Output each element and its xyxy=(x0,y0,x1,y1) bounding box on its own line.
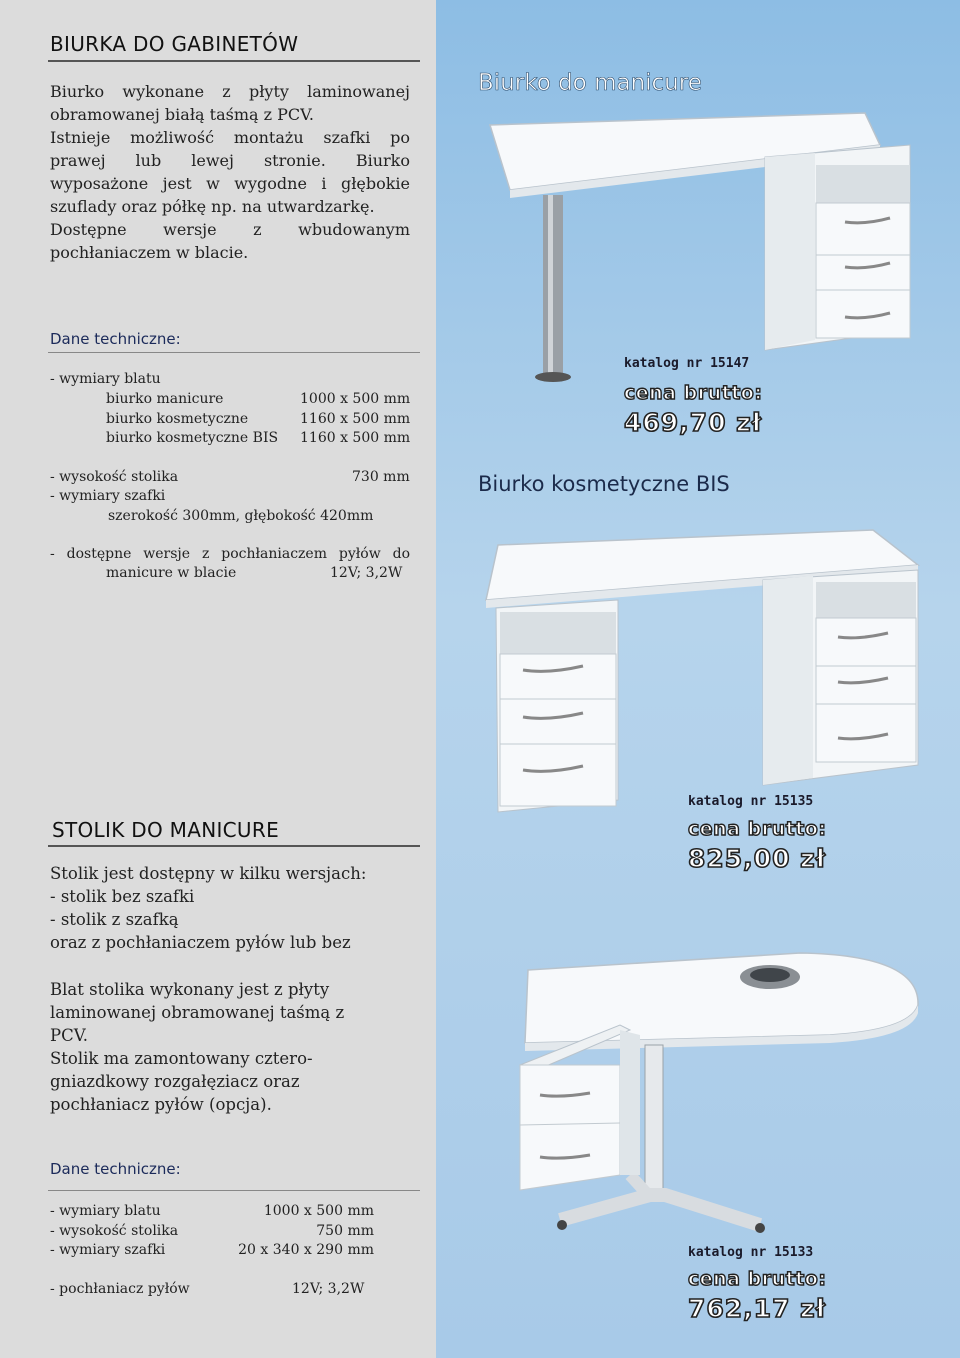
absorber-value: 12V; 3,2W xyxy=(292,1281,365,1297)
table-intro xyxy=(50,862,420,954)
desc-line: PCV. xyxy=(50,1026,89,1045)
price-value: 469,70 zł xyxy=(624,408,763,437)
blat-name: biurko kosmetyczne BIS xyxy=(106,430,279,446)
tech-name: - wysokość stolika xyxy=(50,1223,179,1239)
catalog-number: katalog nr 15147 xyxy=(624,356,750,371)
price-value: 762,17 zł xyxy=(688,1294,827,1323)
table-description xyxy=(50,978,420,1116)
intro-paragraph: Istnieje możliwość montażu szafki po prawej lub lewej stronie. Biurko wyposażone jest w wygodne i głębokie szuflady oraz półkę np. na utwardzarkę. xyxy=(50,128,410,216)
catalog-number: katalog nr 15135 xyxy=(688,794,814,809)
tech-value: 20 x 340 x 290 mm xyxy=(238,1242,374,1258)
heading-rule xyxy=(48,60,420,62)
tech-rule xyxy=(48,1190,420,1191)
intro-line: Stolik jest dostępny w kilku wersjach: xyxy=(50,864,367,883)
cabinet-label: - wymiary szafki xyxy=(50,488,166,504)
desk-intro xyxy=(50,80,410,264)
tech-data-label: Dane techniczne: xyxy=(50,1160,181,1178)
blat-name: biurko kosmetyczne xyxy=(106,411,249,427)
versions-line: - dostępne wersje z pochłaniaczem pyłów do xyxy=(50,546,410,562)
desc-line: laminowanej obramowanej taśmą z xyxy=(50,1003,345,1022)
manicure-table-image xyxy=(500,935,940,1240)
blat-value: 1000 x 500 mm xyxy=(300,391,411,407)
intro-paragraph: Biurko wykonane z płyty laminowanej obramowanej białą taśmą z PCV. xyxy=(50,82,410,124)
intro-line: - stolik z szafką xyxy=(50,910,179,929)
desk-cosmetic-bis-image xyxy=(478,520,938,820)
desk-tech-table xyxy=(50,371,420,621)
desc-line: pochłaniacz pyłów (opcja). xyxy=(50,1095,272,1114)
blat-value: 1160 x 500 mm xyxy=(300,411,411,427)
desc-line: Stolik ma zamontowany cztero- xyxy=(50,1049,313,1068)
desk-manicure-image xyxy=(470,95,940,395)
tech-name: - wymiary blatu xyxy=(50,1203,161,1219)
intro-line: - stolik bez szafki xyxy=(50,887,195,906)
intro-line: oraz z pochłaniaczem pyłów lub bez xyxy=(50,933,351,952)
tech-data-label: Dane techniczne: xyxy=(50,330,181,348)
price-label: cena brutto: xyxy=(624,382,763,404)
tech-rule xyxy=(48,352,420,353)
height-label: - wysokość stolika xyxy=(50,469,179,485)
tech-value: 750 mm xyxy=(316,1223,374,1239)
versions-line-left: manicure w blacie xyxy=(106,565,237,581)
table-tech-table xyxy=(50,1203,420,1313)
section-heading-manicure-table: STOLIK DO MANICURE xyxy=(52,818,280,842)
blat-name: biurko manicure xyxy=(106,391,224,407)
product-title: Biurko do manicure xyxy=(478,70,702,96)
price-value: 825,00 zł xyxy=(688,844,827,873)
heading-rule xyxy=(48,845,420,847)
blat-value: 1160 x 500 mm xyxy=(300,430,411,446)
tech-name: - wymiary szafki xyxy=(50,1242,166,1258)
tech-value: 1000 x 500 mm xyxy=(263,1203,374,1219)
desc-line: Blat stolika wykonany jest z płyty xyxy=(50,980,330,999)
product-title: Biurko kosmetyczne BIS xyxy=(478,472,730,496)
absorber-label: - pochłaniacz pyłów xyxy=(50,1281,190,1297)
price-label: cena brutto: xyxy=(688,818,827,840)
price-label: cena brutto: xyxy=(688,1268,827,1290)
intro-paragraph: Dostępne wersje z wbudowanym pochłaniaczem w blacie. xyxy=(50,220,410,262)
blat-label: - wymiary blatu xyxy=(50,371,161,387)
section-heading-desks: BIURKA DO GABINETÓW xyxy=(50,32,299,56)
cabinet-value: szerokość 300mm, głębokość 420mm xyxy=(108,508,374,524)
height-value: 730 mm xyxy=(352,469,410,485)
versions-line-right: 12V; 3,2W xyxy=(330,565,403,581)
desc-line: gniazdkowy rozgałęziacz oraz xyxy=(50,1072,300,1091)
catalog-number: katalog nr 15133 xyxy=(688,1245,814,1260)
